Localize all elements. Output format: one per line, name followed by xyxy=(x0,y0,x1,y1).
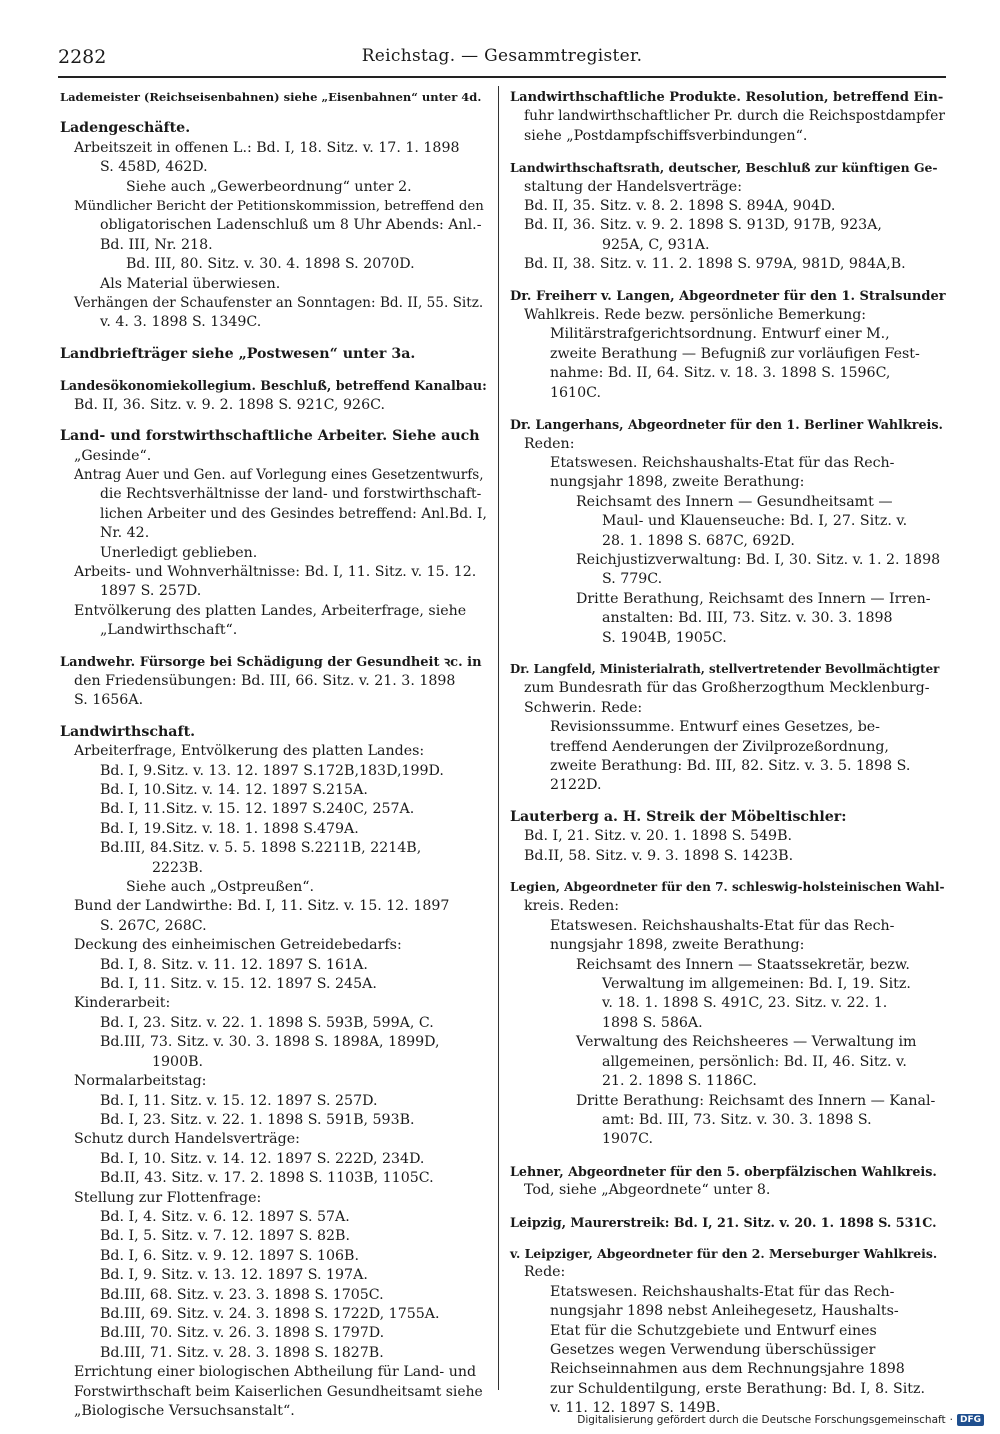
entry-line: 2122D. xyxy=(550,777,602,794)
entry-line: Gesetzes wegen Verwendung überschüssiger xyxy=(550,1341,876,1358)
column-divider xyxy=(498,86,499,1390)
entry-line: zum Bundesrath für das Großherzogthum Mecklenburg- xyxy=(524,680,930,697)
entry-line: Schutz durch Handelsverträge: xyxy=(74,1131,300,1148)
dfg-logo: DFG xyxy=(957,1414,984,1426)
entry-line: Bd. I, 4. Sitz. v. 6. 12. 1897 S. 57A. xyxy=(100,1208,350,1225)
entry-line: 1610C. xyxy=(550,384,601,401)
entry-line: Entvölkerung des platten Landes, Arbeiterfrage, siehe xyxy=(74,602,467,619)
entry-line: v. 18. 1. 1898 S. 491C, 23. Sitz. v. 22. 1. xyxy=(602,995,888,1012)
entry-line: Etatswesen. Reichshaushalts-Etat für das Rech- xyxy=(550,454,895,471)
index-entry xyxy=(510,1244,946,1419)
entry-line: 1900B. xyxy=(152,1053,204,1070)
entry-line: Errichtung einer biologischen Abtheilung für Land- und xyxy=(74,1364,477,1381)
entry-line: Bd. I, 23. Sitz. v. 22. 1. 1898 S. 593B, 599A, C. xyxy=(100,1014,434,1031)
index-entry xyxy=(510,415,946,648)
entry-line: obligatorischen Ladenschluß um 8 Uhr Abends: Anl.- xyxy=(100,217,482,234)
entry-line: Bd.III, 70. Sitz. v. 26. 3. 1898 S. 1797D. xyxy=(100,1325,385,1342)
entry-line: Rede: xyxy=(524,1264,566,1281)
entry-line: S. 1656A. xyxy=(74,692,144,709)
entry-heading-line: Legien, Abgeordneter für den 7. schleswig-holsteinischen Wahl- xyxy=(510,880,945,895)
index-entry xyxy=(510,660,946,796)
entry-line: Bd.III, 84.Sitz. v. 5. 5. 1898 S.2211B, 2214B, xyxy=(100,840,422,857)
entry-line: treffend Aenderungen der Zivilprozeßordnung, xyxy=(550,738,889,755)
index-entry xyxy=(510,287,946,403)
entry-line: Reden: xyxy=(524,435,575,452)
entry-line: Etat für die Schutzgebiete und Entwurf eines xyxy=(550,1322,877,1339)
entry-line: Dritte Berathung: Reichsamt des Innern — Kanal- xyxy=(576,1092,936,1109)
entry-line: Bd.III, 71. Sitz. v. 28. 3. 1898 S. 1827B. xyxy=(100,1344,384,1361)
entry-line: Normalarbeitstag: xyxy=(74,1073,207,1090)
entry-heading-line: Dr. Langerhans, Abgeordneter für den 1. Berliner Wahlkreis. xyxy=(510,417,943,433)
entry-line: 1907C. xyxy=(602,1131,653,1148)
entry-line: Bd. I, 11. Sitz. v. 15. 12. 1897 S. 257D. xyxy=(100,1092,378,1109)
entry-line: Tod, siehe „Abgeordnete“ unter 8. xyxy=(524,1182,771,1199)
entry-heading-line: Landwirthschaftliche Produkte. Resolution, betreffend Ein- xyxy=(510,90,944,105)
entry-heading-line: Leipzig, Maurerstreik: Bd. I, 21. Sitz. v. 20. 1. 1898 S. 531C. xyxy=(510,1214,937,1230)
entry-line: Nr. 42. xyxy=(100,525,150,542)
entry-line: v. 11. 12. 1897 S. 149B. xyxy=(550,1400,721,1417)
index-entry xyxy=(60,427,488,640)
page-number: 2282 xyxy=(58,46,107,68)
entry-heading-line: Lauterberg a. H. Streik der Möbeltischler: xyxy=(510,808,847,825)
entry-heading-line: Landwirthschaftsrath, deutscher, Beschluß zur künftigen Ge- xyxy=(510,160,938,176)
entry-heading-line: Ladengeschäfte. xyxy=(60,120,191,137)
entry-line: Bd.II, 58. Sitz. v. 9. 3. 1898 S. 1423B. xyxy=(524,847,794,864)
index-entry xyxy=(60,345,488,364)
entry-line: Verwaltung im allgemeinen: Bd. I, 19. Sitz. xyxy=(602,976,911,993)
entry-line: Siehe auch „Gewerbeordnung“ unter 2. xyxy=(126,178,412,195)
entry-line: Unerledigt geblieben. xyxy=(100,544,258,561)
entry-line: Bd. I, 21. Sitz. v. 20. 1. 1898 S. 549B. xyxy=(524,828,793,845)
entry-line: Maul- und Klauenseuche: Bd. I, 27. Sitz. v. xyxy=(602,513,908,530)
entry-line: Bd.III, 73. Sitz. v. 30. 3. 1898 S. 1898A, 1899D, xyxy=(100,1034,440,1051)
entry-line: S. 779C. xyxy=(602,571,663,588)
index-entry xyxy=(60,723,488,1422)
entry-line: Bd. I, 11.Sitz. v. 15. 12. 1897 S.240C, 257A. xyxy=(100,801,415,818)
footer: Digitalisierung gefördert durch die Deutsche Forschungsgemeinschaft · DFG xyxy=(577,1414,984,1426)
entry-heading-line: Lehner, Abgeordneter für den 5. oberpfälzischen Wahlkreis. xyxy=(510,1163,937,1179)
entry-heading-line: Lademeister (Reichseisenbahnen) siehe „Eisenbahnen“ unter 4d. xyxy=(60,90,482,104)
entry-line: Revisionssumme. Entwurf eines Gesetzes, be- xyxy=(550,719,880,736)
entry-line: Bd. I, 5. Sitz. v. 7. 12. 1897 S. 82B. xyxy=(100,1228,350,1245)
running-title: Reichstag. — Gesammtregister. xyxy=(361,46,643,66)
entry-line: „Landwirthschaft“. xyxy=(100,622,238,639)
entry-line: lichen Arbeiter und des Gesindes betreffend: Anl.Bd. I, xyxy=(100,505,487,522)
entry-line: Bd. I, 19.Sitz. v. 18. 1. 1898 S.479A. xyxy=(100,820,359,837)
entry-heading-line: v. Leipziger, Abgeordneter für den 2. Merseburger Wahlkreis. xyxy=(510,1245,938,1261)
entry-heading-line: Dr. Freiherr v. Langen, Abgeordneter für den 1. Stralsunder xyxy=(510,288,946,304)
entry-line: S. 1904B, 1905C. xyxy=(602,629,727,646)
entry-line: Stellung zur Flottenfrage: xyxy=(74,1189,262,1206)
left-column xyxy=(60,88,488,1433)
index-entry xyxy=(510,878,946,1150)
entry-line: anstalten: Bd. III, 73. Sitz. v. 30. 3. 1898 xyxy=(602,610,893,627)
entry-line: Forstwirthschaft beim Kaiserlichen Gesundheitsamt siehe xyxy=(74,1383,483,1400)
entry-line: die Rechtsverhältnisse der land- und forstwirthschaft- xyxy=(100,486,482,503)
entry-line: den Friedensübungen: Bd. III, 66. Sitz. v. 21. 3. 1898 xyxy=(74,672,456,689)
entry-line: Deckung des einheimischen Getreidebedarfs: xyxy=(74,937,402,954)
entry-line: Etatswesen. Reichshaushalts-Etat für das Rech- xyxy=(550,1283,895,1300)
entry-line: Mündlicher Bericht der Petitionskommission, betreffend den xyxy=(74,199,484,215)
entry-heading-line: Landesökonomiekollegium. Beschluß, betreffend Kanalbau: xyxy=(60,378,487,394)
entry-line: Verwaltung des Reichsheeres — Verwaltung im xyxy=(576,1034,917,1051)
entry-line: kreis. Reden: xyxy=(524,898,620,915)
entry-line: Siehe auch „Ostpreußen“. xyxy=(126,879,315,896)
index-entry xyxy=(510,808,946,866)
entry-line: Arbeitszeit in offenen L.: Bd. I, 18. Sitz. v. 17. 1. 1898 xyxy=(74,139,460,156)
entry-line: Bd. I, 10.Sitz. v. 14. 12. 1897 S.215A. xyxy=(100,782,368,798)
index-entry xyxy=(60,376,488,415)
entry-line: fuhr landwirthschaftlicher Pr. durch die Reichspostdampfer xyxy=(524,108,945,125)
entry-line: nahme: Bd. II, 64. Sitz. v. 18. 3. 1898 S. 1596C, xyxy=(550,365,891,382)
entry-line: nungsjahr 1898, zweite Berathung: xyxy=(550,474,805,491)
entry-line: zweite Berathung: Bd. III, 82. Sitz. v. 3. 5. 1898 S. xyxy=(550,758,911,774)
entry-line: nungsjahr 1898, zweite Berathung: xyxy=(550,937,805,954)
entry-line: Antrag Auer und Gen. auf Vorlegung eines Gesetzentwurfs, xyxy=(74,466,484,483)
entry-heading-line: Land- und forstwirthschaftliche Arbeiter. Siehe auch xyxy=(60,428,480,445)
entry-line: Bd. II, 35. Sitz. v. 8. 2. 1898 S. 894A, 904D. xyxy=(524,198,836,215)
entry-line: Reichsamt des Innern — Staatssekretär, bezw. xyxy=(576,956,910,973)
entry-line: Arbeiterfrage, Entvölkerung des platten Landes: xyxy=(74,743,425,760)
entry-line: Schwerin. Rede: xyxy=(524,699,643,716)
entry-line: nungsjahr 1898 nebst Anleihegesetz, Haushalts- xyxy=(550,1303,899,1320)
entry-heading-line: Dr. Langfeld, Ministerialrath, stellvertretender Bevollmächtigter xyxy=(510,661,940,676)
entry-line: Bd. II, 38. Sitz. v. 11. 2. 1898 S. 979A, 981D, 984A,B. xyxy=(524,256,906,273)
entry-line: Kinderarbeit: xyxy=(74,995,171,1012)
header-rule xyxy=(58,76,946,78)
entry-line: Dritte Berathung, Reichsamt des Innern — Irren- xyxy=(576,590,931,607)
entry-line: Reichseinnahmen aus dem Rechnungsjahre 1898 xyxy=(550,1361,905,1378)
page-header xyxy=(58,46,946,74)
entry-line: „Gesinde“. xyxy=(74,447,152,464)
entry-line: Bd. III, 80. Sitz. v. 30. 4. 1898 S. 2070D. xyxy=(126,256,415,273)
entry-line: 28. 1. 1898 S. 687C, 692D. xyxy=(602,532,795,549)
entry-heading-line: Landbriefträger siehe „Postwesen“ unter 3a. xyxy=(60,345,416,362)
index-entry xyxy=(510,1162,946,1201)
entry-line: Wahlkreis. Rede bezw. persönliche Bemerkung: xyxy=(524,307,867,324)
entry-line: „Biologische Versuchsanstalt“. xyxy=(74,1403,295,1419)
entry-line: 2223B. xyxy=(152,859,204,876)
entry-line: zur Schuldentilgung, erste Berathung: Bd. I, 8. Sitz. xyxy=(550,1380,925,1397)
entry-line: allgemeinen, persönlich: Bd. II, 46. Sitz. v. xyxy=(602,1053,907,1070)
entry-line: Reichsamt des Innern — Gesundheitsamt — xyxy=(576,493,893,510)
entry-heading-line: Landwehr. Fürsorge bei Schädigung der Gesundheit ꝛc. in xyxy=(60,654,482,670)
entry-line: Bd.II, 43. Sitz. v. 17. 2. 1898 S. 1103B, 1105C. xyxy=(100,1170,434,1187)
entry-line: Bd. I, 10. Sitz. v. 14. 12. 1897 S. 222D, 234D. xyxy=(100,1150,425,1167)
index-entry xyxy=(60,119,488,332)
entry-line: 925A, C, 931A. xyxy=(602,236,710,253)
entry-line: S. 267C, 268C. xyxy=(100,917,207,934)
entry-line: Bd. II, 36. Sitz. v. 9. 2. 1898 S. 913D, 917B, 923A, xyxy=(524,217,882,234)
entry-line: Militärstrafgerichtsordnung. Entwurf einer M., xyxy=(550,326,890,343)
index-entry xyxy=(60,88,488,107)
entry-line: Bd. I, 8. Sitz. v. 11. 12. 1897 S. 161A. xyxy=(100,956,368,973)
entry-line: 21. 2. 1898 S. 1186C. xyxy=(602,1073,757,1090)
entry-line: v. 4. 3. 1898 S. 1349C. xyxy=(100,314,262,331)
entry-line: Bund der Landwirthe: Bd. I, 11. Sitz. v. 15. 12. 1897 xyxy=(74,898,450,915)
footer-credit: Digitalisierung gefördert durch die Deutsche Forschungsgemeinschaft xyxy=(577,1414,946,1426)
entry-line: zweite Berathung — Befugniß zur vorläufigen Fest- xyxy=(550,345,920,362)
entry-line: Bd. I, 23. Sitz. v. 22. 1. 1898 S. 591B, 593B. xyxy=(100,1111,415,1128)
right-column xyxy=(510,88,946,1431)
entry-heading-line: Landwirthschaft. xyxy=(60,723,196,740)
entry-line: Bd. III, Nr. 218. xyxy=(100,236,213,253)
entry-line: Bd. I, 11. Sitz. v. 15. 12. 1897 S. 245A. xyxy=(100,976,377,993)
index-entry xyxy=(60,653,488,711)
entry-line: siehe „Postdampfschiffsverbindungen“. xyxy=(524,127,808,144)
index-entry xyxy=(510,1213,946,1232)
entry-line: Bd. I, 6. Sitz. v. 9. 12. 1897 S. 106B. xyxy=(100,1247,359,1264)
entry-line: Bd. I, 9.Sitz. v. 13. 12. 1897 S.172B,183D,199D. xyxy=(100,762,444,779)
entry-line: S. 458D, 462D. xyxy=(100,159,208,176)
entry-line: amt: Bd. III, 73. Sitz. v. 30. 3. 1898 S. xyxy=(602,1111,872,1128)
entry-line: Bd. I, 9. Sitz. v. 13. 12. 1897 S. 197A. xyxy=(100,1267,368,1284)
entry-line: staltung der Handelsverträge: xyxy=(524,178,742,195)
entry-line: Reichjustizverwaltung: Bd. I, 30. Sitz. v. 1. 2. 1898 xyxy=(576,551,941,568)
index-entry xyxy=(510,158,946,274)
entry-line: Bd. II, 36. Sitz. v. 9. 2. 1898 S. 921C, 926C. xyxy=(74,396,385,413)
entry-line: Etatswesen. Reichshaushalts-Etat für das Rech- xyxy=(550,917,895,934)
entry-line: 1898 S. 586A. xyxy=(602,1014,703,1031)
entry-line: Arbeits- und Wohnverhältnisse: Bd. I, 11. Sitz. v. 15. 12. xyxy=(74,563,477,580)
entry-line: Verhängen der Schaufenster an Sonntagen: Bd. II, 55. Sitz. xyxy=(74,295,484,312)
entry-line: Bd.III, 69. Sitz. v. 24. 3. 1898 S. 1722D, 1755A. xyxy=(100,1305,440,1322)
entry-line: Bd.III, 68. Sitz. v. 23. 3. 1898 S. 1705C. xyxy=(100,1286,384,1303)
entry-line: Als Material überwiesen. xyxy=(100,275,281,292)
entry-line: 1897 S. 257D. xyxy=(100,583,202,600)
index-entry xyxy=(510,88,946,146)
